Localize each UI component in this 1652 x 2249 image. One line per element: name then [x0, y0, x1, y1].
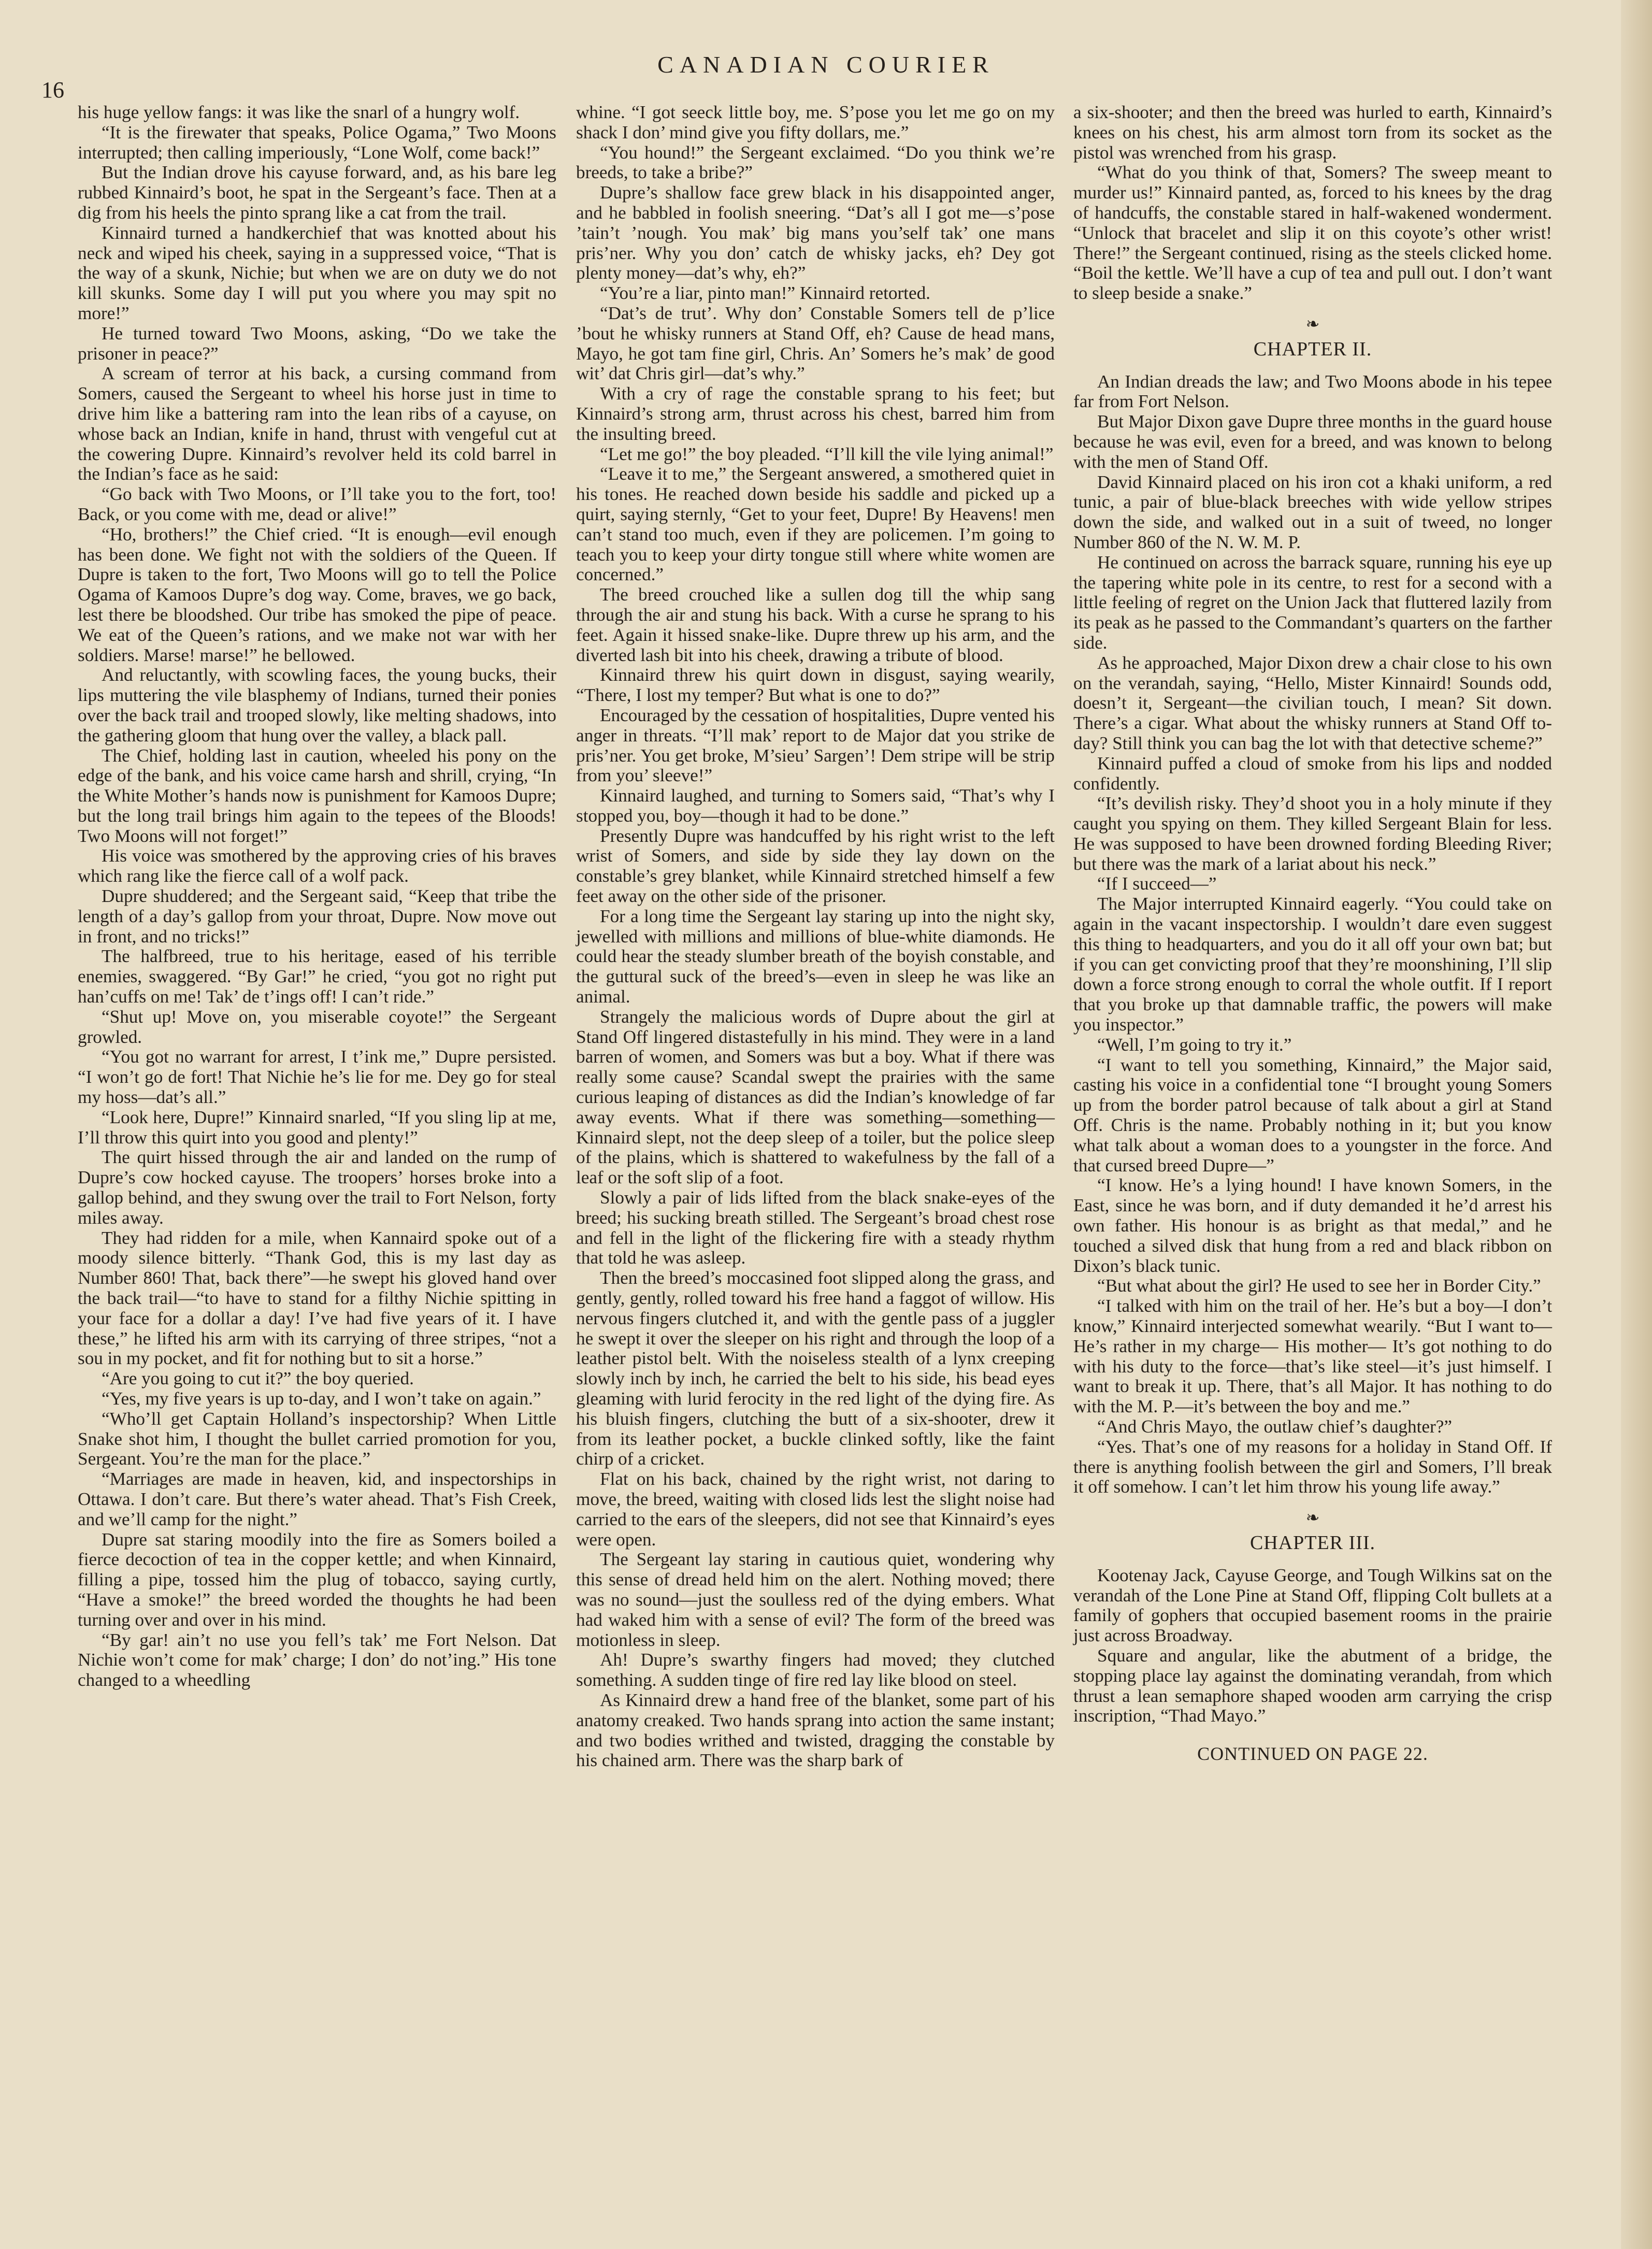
paragraph: The quirt hissed through the air and landed on the rump of Dupre’s cow hocked cayuse. The troopers’ horses broke into a gallop behind, and they swung over the trail to Fort Nelson, forty miles away.: [78, 1147, 556, 1228]
continued-notice: CONTINUED ON PAGE 22.: [1197, 1743, 1428, 1765]
paragraph: With a cry of rage the constable sprang to his feet; but Kinnaird’s strong arm, thrust across his chest, barred him from the insulting breed.: [576, 383, 1055, 444]
paragraph: For a long time the Sergeant lay staring up into the night sky, jewelled with millions and millions of blue-white diamonds. He could hear the steady slumber breath of the boyish constable, and the guttural suck of the breed’s—even in sleep he was like an animal.: [576, 906, 1055, 1007]
paragraph: Then the breed’s moccasined foot slipped along the grass, and gently, gently, rolled toward his free hand a faggot of willow. His nervous fingers clutched it, and with the gentle pass of a juggler he swept it over the sleeper on his right and through the loop of a leather pistol belt. With the noiseless stealth of a lynx creeping slowly inch by inch, he carried the belt to his side, his bead eyes gleaming with lurid ferocity in the red light of the dying fire. As his bluish fingers, clutching the butt of a six-shooter, drew it from its leather pocket, a buckle clinked softly, like the faint chirp of a cricket.: [576, 1268, 1055, 1469]
paragraph: His voice was smothered by the approving cries of his braves which rang like the fierce call of a wolf pack.: [78, 846, 556, 886]
paragraph: “I talked with him on the trail of her. He’s but a boy—I don’t know,” Kinnaird interjected somewhat wearily. “But I want to— He’s rather in my charge— His mother— It’s got nothing to do with his duty to the force—that’s like steel—it’s just himself. I want to break it up. There, that’s all Major. It has nothing to do with the M. P.—it’s between the boy and me.”: [1073, 1296, 1552, 1417]
paragraph: Dupre sat staring moodily into the fire as Somers boiled a fierce decoction of tea in the copper kettle; and when Kinnaird, filling a pipe, tossed him the plug of tobacco, saying curtly, “Have a smoke!” the breed worded the thoughts he had been turning over and over in his mind.: [78, 1529, 556, 1630]
paragraph: “Well, I’m going to try it.”: [1097, 1034, 1292, 1055]
paragraph: But Major Dixon gave Dupre three months in the guard house because he was evil, even for a breed, and was known to belong with the men of Stand Off.: [1073, 411, 1552, 472]
page-number: 16: [41, 77, 64, 103]
paragraph: “I know. He’s a lying hound! I have known Somers, in the East, since he was born, and if duty demanded it he’d arrest his own father. His honour is as bright as that medal,” and he touched a silved disk that hung from a red and black ribbon on Dixon’s black tunic.: [1073, 1175, 1552, 1276]
paragraph: “Are you going to cut it?” the boy queried.: [102, 1368, 414, 1389]
page-edge: [1621, 0, 1652, 2249]
column-3-paragraphs-b: [1073, 372, 1552, 1498]
paragraph: They had ridden for a mile, when Kannaird spoke out of a moody silence bitterly. “Thank God, this is my last day as Number 860! That, back there”—he swept his gloved hand over the back trail—“to have to stand for a filthy Nichie spitting in your face for a dollar a day! I’ve had five years of it. I have these,” he lifted his arm with its carrying of three stripes, “not a sou in my pocket, and fit for nothing but to sit a horse.”: [78, 1227, 556, 1369]
paragraph: An Indian dreads the law; and Two Moons abode in his tepee far from Fort Nelson.: [1073, 371, 1552, 412]
paragraph: The Chief, holding last in caution, wheeled his pony on the edge of the bank, and his voice came harsh and shrill, crying, “In the White Mother’s hands now is punishment for Kamoos Dupre; but the long trail brings him again to the tepees of the Bloods! Two Moons will not forget!”: [78, 745, 556, 846]
running-head: CANADIAN COURIER: [657, 51, 995, 78]
paragraph: He continued on across the barrack square, running his eye up the tapering white pole in its centre, to rest for a second with a little feeling of regret on the Union Jack that fluttered lazily from its peak as he passed to the Commandant’s quarters on the farther side.: [1073, 552, 1552, 653]
paragraph: And reluctantly, with scowling faces, the young bucks, their lips muttering the vile blasphemy of Indians, turned their ponies over the back trail and trooped slowly, like melting shadows, into the gathering gloom that hung over the valley, a black pall.: [78, 665, 556, 746]
paragraph: Square and angular, like the abutment of a bridge, the stopping place lay against the dominating verandah, from which thrust a lean semaphore shaped wooden arm carrying the crisp inscription, “Thad Mayo.”: [1073, 1645, 1552, 1726]
paragraph: “Ho, brothers!” the Chief cried. “It is enough—evil enough has been done. We fight not with the soldiers of the Queen. If Dupre is taken to the fort, Two Moons will go to tell the Police Ogama of Kamoos Dupre’s dog way. Come, braves, we go back, lest there be bloodshed. Our tribe has smoked the pipe of peace. We eat of the Queen’s rations, and we make not war with her soldiers. Marse! marse!” he bellowed.: [78, 524, 556, 665]
paragraph: But the Indian drove his cayuse forward, and, as his bare leg rubbed Kinnaird’s boot, he spat in the Sergeant’s face. Then at a dig from his heels the pinto sprang like a cat from the trail.: [78, 162, 556, 223]
paragraph: Kootenay Jack, Cayuse George, and Tough Wilkins sat on the verandah of the Lone Pine at Stand Off, flipping Colt bullets at a family of gophers that occupied basement rooms in the prairie just across Broadway.: [1073, 1565, 1552, 1646]
paragraph: “Shut up! Move on, you miserable coyote!” the Sergeant growled.: [78, 1006, 556, 1047]
paragraph: “If I succeed—”: [1097, 873, 1217, 894]
paragraph: Kinnaird puffed a cloud of smoke from his lips and nodded confidently.: [1073, 753, 1552, 794]
paragraph: a six-shooter; and then the breed was hurled to earth, Kinnaird’s knees on his chest, his arm almost torn from its socket as the pistol was wrenched from his grasp.: [1073, 102, 1552, 163]
paragraph: “Yes. That’s one of my reasons for a holiday in Stand Off. If there is anything foolish between the girl and Somers, I’ll break it off somehow. I can’t let him throw his young life away.”: [1073, 1436, 1552, 1497]
paragraph: As he approached, Major Dixon drew a chair close to his own on the verandah, saying, “Hello, Mister Kinnaird! Sounds odd, doesn’t it, Sergeant—the civilian touch, I mean? Sit down. There’s a cigar. What about the whisky runners at Stand Off to-day? Still think you can bag the lot with that detective scheme?”: [1073, 652, 1552, 753]
paragraph: “Go back with Two Moons, or I’ll take you to the fort, too! Back, or you come with me, dead or alive!”: [78, 484, 556, 524]
column-3-paragraphs-a: [1073, 103, 1552, 304]
chapter-iii-heading: CHAPTER III.: [1249, 1531, 1376, 1554]
paragraph: David Kinnaird placed on his iron cot a khaki uniform, a red tunic, a pair of blue-black breeches with wide yellow stripes down the side, and walked out in a suit of tweed, no longer Number 860 of the N. W. M. P.: [1073, 471, 1552, 552]
paragraph: Kinnaird laughed, and turning to Somers said, “That’s why I stopped you, boy—though it had to be done.”: [576, 785, 1055, 826]
paragraph: “You got no warrant for arrest, I t’ink me,” Dupre persisted. “I won’t go de fort! That Nichie he’s lie for me. Dey go for steal my hoss—dat’s all.”: [78, 1047, 556, 1108]
paragraph: whine. “I got seeck little boy, me. S’pose you let me go on my shack I don’ mind give you fifty dollars, me.”: [576, 102, 1055, 142]
paragraph: “Marriages are made in heaven, kid, and inspectorships in Ottawa. I don’t care. But there’s water ahead. That’s Fish Creek, and we’ll camp for the night.”: [78, 1469, 556, 1529]
paragraph: “Leave it to me,” the Sergeant answered, a smothered quiet in his tones. He reached down beside his saddle and picked up a quirt, saying sternly, “Get to your feet, Dupre! By Heavens! men can’t stand too much, even if they are policemen. I’m going to teach you to keep your dirty tongue still where white women are concerned.”: [576, 464, 1055, 585]
section-ornament: ❧: [1305, 314, 1320, 333]
paragraph: He turned toward Two Moons, asking, “Do we take the prisoner in peace?”: [78, 323, 556, 364]
paragraph: “I want to tell you something, Kinnaird,” the Major said, casting his voice in a confidential tone “I brought young Somers up from the border patrol because of talk about a girl at Stand Off. Chris is the name. Probably nothing in it; but you know what talk about a woman does to a youngster in the force. And that cursed breed Dupre—”: [1073, 1054, 1552, 1176]
column-3-paragraphs-c: [1073, 1566, 1552, 1726]
paragraph: “By gar! ain’t no use you fell’s tak’ me Fort Nelson. Dat Nichie won’t come for mak’ charge; I don’ do not’ing.” His tone changed to a wheedling: [78, 1629, 556, 1691]
paragraph: “And Chris Mayo, the outlaw chief’s daughter?”: [1097, 1416, 1452, 1437]
paragraph: Encouraged by the cessation of hospitalities, Dupre vented his anger in threats. “I’ll mak’ report to de Major dat you strike de pris’ner. You get broke, M’sieu’ Sargen’! Dem stripe will be strip from you’ sleeve!”: [576, 705, 1055, 786]
paragraph: “Let me go!” the boy pleaded. “I’ll kill the vile lying animal!”: [600, 443, 1054, 464]
paragraph: “Look here, Dupre!” Kinnaird snarled, “If you sling lip at me, I’ll throw this quirt into you good and plenty!”: [78, 1107, 556, 1148]
paragraph: “It is the firewater that speaks, Police Ogama,” Two Moons interrupted; then calling imperiously, “Lone Wolf, come back!”: [78, 122, 556, 163]
paragraph: As Kinnaird drew a hand free of the blanket, some part of his anatomy creaked. Two hands sprang into action the same instant; and two bodies writhed and twisted, dragging the constable by his chained arm. There was the sharp bark of: [576, 1689, 1055, 1771]
paragraph: Kinnaird turned a handkerchief that was knotted about his neck and wiped his cheek, saying in a suppressed voice, “That is the way of a skunk, Nichie; but when we are on duty we do not kill skunks. Some day I will put you where you may spit no more!”: [78, 222, 556, 323]
paragraph: Kinnaird threw his quirt down in disgust, saying wearily, “There, I lost my temper? But what is one to do?”: [576, 665, 1055, 706]
section-ornament-2: ❧: [1305, 1508, 1320, 1527]
column-2-paragraphs: [576, 103, 1055, 1771]
paragraph: “It’s devilish risky. They’d shoot you in a holy minute if they caught you spying on them. They killed Sergeant Blain for less. He was supposed to have been drowned fording Bleeding River; but there was the mark of a lariat about his neck.”: [1073, 793, 1552, 874]
paragraph: “Yes, my five years is up to-day, and I won’t take on again.”: [102, 1388, 541, 1409]
paragraph: “You hound!” the Sergeant exclaimed. “Do you think we’re breeds, to take a bribe?”: [576, 142, 1055, 183]
paragraph: Presently Dupre was handcuffed by his right wrist to the left wrist of Somers, and side by side they lay down on the constable’s grey blanket, while Kinnaird stretched himself a few feet away on the other side of the prisoner.: [576, 825, 1055, 907]
paragraph: Strangely the malicious words of Dupre about the girl at Stand Off lingered distastefully in his mind. They were in a land barren of women, and Somers was but a boy. What if there was really some cause? Scandal swept the prairies with the same curious leaping of distances as did the Indian’s knowledge of far away events. What if there was something—something—Kinnaird slept, not the deep sleep of a toiler, but the police sleep of the plains, which is shattered to wakefulness by the fall of a leaf or the soft slip of a foot.: [576, 1006, 1055, 1188]
chapter-ii-heading: CHAPTER II.: [1253, 338, 1372, 360]
paragraph: The halfbreed, true to his heritage, eased of his terrible enemies, swaggered. “By Gar!” he cried, “you got no right put han’cuffs on me! Tak’ de t’ings off! I can’t ride.”: [78, 946, 556, 1007]
paragraph: The Sergeant lay staring in cautious quiet, wondering why this sense of dread held him on the alert. Nothing moved; there was no sound—just the soulless red of the dying embers. What had waked him with a sense of evil? The form of the breed was motionless in sleep.: [576, 1549, 1055, 1650]
paragraph: “Dat’s de trut’. Why don’ Constable Somers tell de p’lice ’bout he whisky runners at Stand Off, eh? Cause de head mans, Mayo, he got tam fine girl, Chris. An’ Somers he’s mak’ de good wit’ dat Chris girl—dat’s why.”: [576, 303, 1055, 384]
paragraph: The breed crouched like a sullen dog till the whip sang through the air and stung his back. With a curse he sprang to his feet. Again it hissed snake-like. Dupre threw up his arm, and the diverted lash bit into his cheek, drawing a tribute of blood.: [576, 584, 1055, 665]
paragraph: Dupre’s shallow face grew black in his disappointed anger, and he babbled in foolish sneering. “Dat’s all I got me—s’pose ’tain’t ’nough. You mak’ big mans you’self tak’ one mans pris’ner. Why you don’ catch de whisky jacks, eh? Dey got plenty money—dat’s why, eh?”: [576, 182, 1055, 283]
paragraph: his huge yellow fangs: it was like the snarl of a hungry wolf.: [78, 102, 520, 122]
paragraph: Dupre shuddered; and the Sergeant said, “Keep that tribe the length of a day’s gallop from your throat, Dupre. Now move out in front, and no tricks!”: [78, 886, 556, 947]
paragraph: Flat on his back, chained by the right wrist, not daring to move, the breed, waiting with closed lids lest the slight noise had carried to the ears of the sleepers, did not see that Kinnaird’s eyes were open.: [576, 1469, 1055, 1550]
text-column-2: [576, 103, 1055, 1771]
paragraph: Ah! Dupre’s swarthy fingers had moved; they clutched something. A sudden tinge of fire red lay like blood on steel.: [576, 1650, 1055, 1691]
paragraph: “But what about the girl? He used to see her in Border City.”: [1097, 1276, 1541, 1296]
text-column-3: [1073, 103, 1552, 1764]
text-column-1: [78, 103, 556, 1691]
paragraph: A scream of terror at his back, a cursing command from Somers, caused the Sergeant to wheel his horse just in time to drive him like a battering ram into the lean ribs of a cayuse, on whose back an Indian, knife in hand, thrust with vengeful cut at the cowering Dupre. Kinnaird’s revolver held its cold barrel in the Indian’s face as he said:: [78, 363, 556, 484]
paragraph: “You’re a liar, pinto man!” Kinnaird retorted.: [600, 283, 930, 304]
paragraph: Slowly a pair of lids lifted from the black snake-eyes of the breed; his sucking breath stilled. The Sergeant’s broad chest rose and fell in the light of the flickering fire with a steady rhythm that told he was asleep.: [576, 1187, 1055, 1268]
paragraph: The Major interrupted Kinnaird eagerly. “You could take on again in the vacant inspectorship. I wouldn’t dare even suggest this thing to headquarters, and you do it all off your own bat; but if you can get convicting proof that they’re moonshining, I’ll slip down a force strong enough to corral the whole outfit. If I report that you broke up that damnable traffic, the powers will make you inspector.”: [1073, 894, 1552, 1035]
paragraph: “Who’ll get Captain Holland’s inspectorship? When Little Snake shot him, I thought the bullet carried promotion for you, Sergeant. You’re the man for the place.”: [78, 1408, 556, 1469]
paragraph: “What do you think of that, Somers? The sweep meant to murder us!” Kinnaird panted, as, forced to his knees by the drag of handcuffs, the constable stared in half-wakened wonderment. “Unlock that bracelet and slip it on this coyote’s other wrist! There!” the Sergeant continued, rising as the steels clicked home. “Boil the kettle. We’ll have a cup of tea and pull out. I don’t want to sleep beside a snake.”: [1073, 162, 1552, 304]
column-1-paragraphs: [78, 103, 556, 1691]
